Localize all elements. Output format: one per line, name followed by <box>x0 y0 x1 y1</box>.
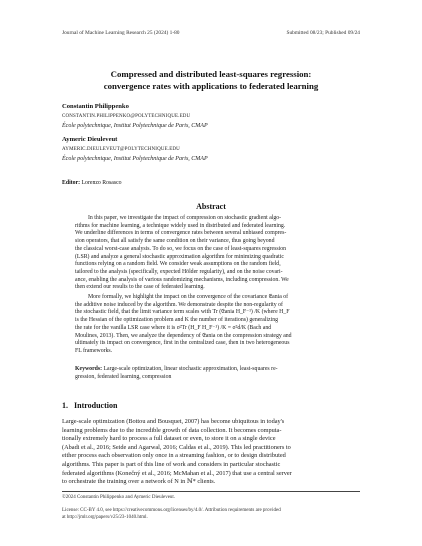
paper-title-line-1: Compressed and distributed least-squares regression: <box>110 69 312 79</box>
body-line: tionally extremely hard to process a full dataset or even, to store it on a single device <box>62 435 276 443</box>
abstract-paragraph-2 <box>75 294 292 356</box>
body-line: learning problems due to the incredible growth of data collection. It becomes computa- <box>62 426 282 434</box>
body-line: algorithms. This paper is part of this line of work and considers in particular stochastic <box>62 460 281 468</box>
abstract-line: ultimately its impact on convergence, first in the centralized case, then in two heterogeneous <box>75 340 290 347</box>
abstract-heading: Abstract <box>196 202 226 211</box>
abstract-line: the rate for the vanilla LSR case where it is σ²Tr (H_F H_F⁻¹) /K = σ²d/K (Bach and <box>75 324 272 331</box>
abstract-line: We underline differences in terms of convergence rates between several unbiased compres- <box>75 230 287 237</box>
editor-name: Lorenzo Rosasco <box>81 180 122 186</box>
abstract-line: ance, enabling the analysis of various randomizing mechanisms, including compression. We <box>75 276 289 283</box>
author-email[interactable]: AYMERIC.DIEULEVEUT@POLYTECHNIQUE.EDU <box>62 147 180 152</box>
keywords <box>75 366 278 381</box>
editor-label: Editor: <box>62 180 81 186</box>
abstract-line: More formally, we highlight the impact on the convergence of the covariance 𝔈ania of <box>88 294 289 300</box>
body-line: (Abadi et al., 2016; Seide and Agarwal, 2016; Caldas et al., 2019). This led practitioners to <box>62 443 291 451</box>
journal-header: Journal of Machine Learning Research 25 (2024) 1-80 <box>62 30 180 36</box>
section-heading <box>62 401 117 410</box>
abstract-line: then extend our results to the case of federated learning. <box>75 284 205 291</box>
author-affiliation: École polytechnique, Institut Polytechnique de Paris, CMAP <box>62 156 208 162</box>
license-line-1[interactable]: License: CC-BY 4.0, see https://creativecommons.org/licenses/by/4.0/. Attribution requirements are provided <box>62 508 281 513</box>
abstract-line: (LSR) and analyze a general stochastic approximation algorithm for minimizing quadratic <box>75 253 284 260</box>
submission-dates: Submitted 08/23; Published 09/24 <box>286 30 360 36</box>
abstract-line: FL frameworks. <box>75 347 113 354</box>
abstract-line: sion operators, that all satisfy the same condition on their variance, thus going beyond <box>75 238 275 245</box>
author-name: Aymeric Dieuleveut <box>62 136 118 143</box>
abstract-line: functions relying on a random field. We consider weak assumptions on the random field, <box>75 261 281 268</box>
body-line: federated algorithms (Konečný et al., 2016; McMahan et al., 2017) that use a central server <box>62 469 292 477</box>
abstract-line: the stochastic field, that the limit variance term scales with Tr (𝔈ania H_F⁻¹) /K (where H_F <box>75 309 290 316</box>
introduction-text <box>62 418 292 487</box>
abstract-line: rithms for machine learning, a technique widely used in distributed and federated learning. <box>75 222 286 229</box>
abstract-line: the additive noise induced by the algorithm. We demonstrate despite the non-regularity of <box>75 301 283 308</box>
editor-line <box>62 180 122 186</box>
body-line: Large-scale optimization (Bottou and Bousquet, 2007) has become ubiquitous in today's <box>62 418 285 425</box>
abstract-line: is the Hessian of the optimization problem and K the number of iterations) generalizing <box>75 317 278 324</box>
body-line: either process each observation only once in a streaming fashion, or to design distributed <box>62 452 286 460</box>
paper-title-line-2: convergence rates with applications to federated learning <box>103 81 319 91</box>
keywords-line-1 <box>75 366 278 374</box>
abstract-line: Moulines, 2013). Then, we analyze the dependency of 𝔈ania on the compression strategy and <box>75 332 292 339</box>
keywords-text: Large-scale optimization, linear stochastic approximation, least-squares re- <box>103 366 278 372</box>
section-number: 1. <box>62 401 68 410</box>
abstract-line: In this paper, we investigate the impact of compression on stochastic gradient algo- <box>88 215 282 221</box>
license-line-2[interactable]: at http://jmlr.org/papers/v25/23-1040.html. <box>62 515 148 520</box>
author-affiliation: École polytechnique, Institut Polytechnique de Paris, CMAP <box>62 123 208 129</box>
keywords-label: Keywords: <box>75 366 103 372</box>
section-title: Introduction <box>74 401 118 410</box>
author-name: Constantin Philippenko <box>62 103 129 110</box>
copyright-notice: ©2024 Constantin Philippenko and Aymeric Dieuleveut. <box>62 495 176 500</box>
footer-divider <box>62 491 360 492</box>
abstract-paragraph-1 <box>75 215 289 292</box>
abstract-line: tailored to the analysis (specifically, expected Hölder regularity), and on the noise covari- <box>75 268 283 275</box>
abstract-line: the classical worst-case analysis. To do so, we focus on the case of least-squares regression <box>75 245 287 252</box>
author-email[interactable]: CONSTANTIN.PHILIPPENKO@POLYTECHNIQUE.EDU <box>62 114 191 119</box>
body-line: to orchestrate the training over a network of N in ℕ* clients. <box>62 478 216 486</box>
keywords-text: gression, federated learning, compression <box>75 373 172 380</box>
